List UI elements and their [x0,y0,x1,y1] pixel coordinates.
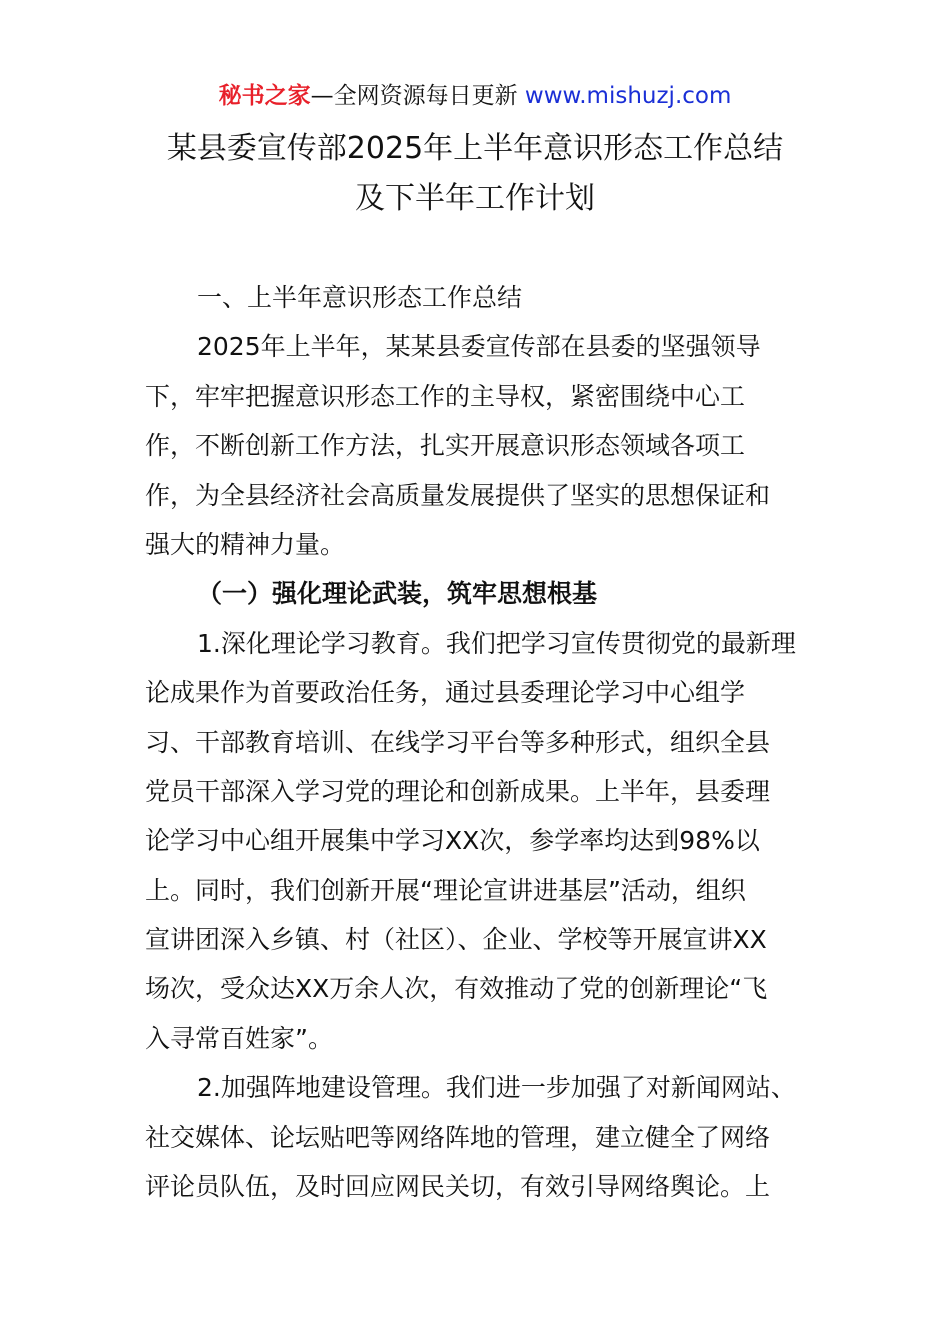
paragraph-line: 场次，受众达XX万余人次，有效推动了党的创新理论“飞 [145,974,768,1004]
paragraph-line: 评论员队伍，及时回应网民关切，有效引导网络舆论。上 [145,1172,771,1202]
paragraph-line: 习、干部教育培训、在线学习平台等多种形式，组织全县 [145,727,771,757]
document-title-line-1: 某县委宣传部2025年上半年意识形态工作总结 [166,131,784,166]
document-title-line-2: 及下半年工作计划 [355,181,595,216]
site-tagline: —全网资源每日更新 [310,83,525,109]
section-heading: 一、上半年意识形态工作总结 [197,283,523,312]
paragraph-line: 1.深化理论学习教育。我们把学习宣传贯彻党的最新理 [197,628,796,658]
document-body [145,273,810,1211]
site-brand: 秘书之家 [218,83,311,109]
paragraph-line: 2025年上半年，某某县委宣传部在县委的坚强领导 [197,332,761,362]
site-url-link[interactable]: www.mishuzj.com [524,83,732,109]
paragraph-line: 论学习中心组开展集中学习XX次，参学率均达到98%以 [145,826,760,856]
paragraph-line: 论成果作为首要政治任务，通过县委理论学习中心组学 [145,678,746,708]
paragraph-line: 宣讲团深入乡镇、村（社区）、企业、学校等开展宣讲XX [145,925,767,955]
paragraph-line: 社交媒体、论坛贴吧等网络阵地的管理，建立健全了网络 [145,1122,771,1152]
paragraph-line: 作，为全县经济社会高质量发展提供了坚实的思想保证和 [145,480,771,510]
paragraph-line: 入寻常百姓家”。 [145,1023,333,1053]
subsection-heading: （一）强化理论武装，筑牢思想根基 [197,579,598,609]
paragraph-line: 2.加强阵地建设管理。我们进一步加强了对新闻网站、 [197,1073,796,1103]
paragraph-line: 强大的精神力量。 [145,529,346,559]
paragraph-line: 党员干部深入学习党的理论和创新成果。上半年，县委理 [145,776,771,806]
paragraph-line: 上。同时，我们创新开展“理论宣讲进基层”活动，组织 [145,875,746,905]
paragraph-line: 下，牢牢把握意识形态工作的主导权，紧密围绕中心工 [145,381,746,411]
paragraph-line: 作，不断创新工作方法，扎实开展意识形态领域各项工 [145,431,746,461]
site-header [0,80,950,112]
